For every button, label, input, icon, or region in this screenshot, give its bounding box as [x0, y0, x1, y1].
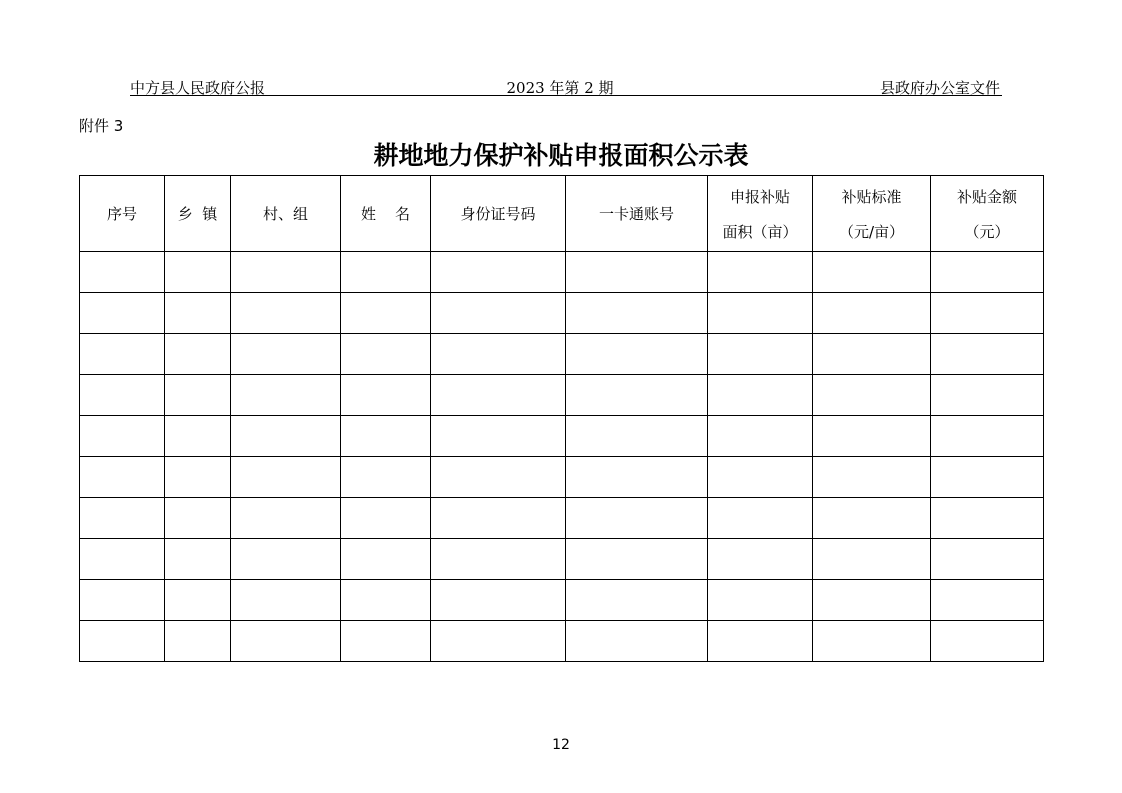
- table-cell: [431, 334, 566, 375]
- table-cell: [165, 539, 231, 580]
- table-cell: [231, 293, 341, 334]
- header-cell-name: [341, 176, 431, 252]
- table-cell: [813, 375, 931, 416]
- table-cell: [165, 416, 231, 457]
- table-cell: [931, 416, 1044, 457]
- table-cell: [708, 621, 813, 662]
- table-cell: [566, 375, 708, 416]
- table-cell: [931, 580, 1044, 621]
- table-cell: [708, 334, 813, 375]
- table-row: [80, 621, 1044, 662]
- header-cell-card-account: [566, 176, 708, 252]
- header-label-line2: 面积（亩）: [722, 222, 798, 241]
- page-number: 12: [552, 737, 570, 753]
- header-label-line2: （元/亩）: [838, 222, 905, 241]
- table-cell: [566, 252, 708, 293]
- table-cell: [165, 375, 231, 416]
- table-cell: [813, 580, 931, 621]
- table-row: [80, 293, 1044, 334]
- header-label: 身份证号码: [460, 205, 536, 223]
- table-cell: [165, 457, 231, 498]
- table-cell: [165, 498, 231, 539]
- table-cell: [341, 580, 431, 621]
- header-label: 村、组: [262, 205, 308, 223]
- table-cell: [341, 416, 431, 457]
- table-cell: [231, 621, 341, 662]
- table-body: [80, 252, 1044, 662]
- table-cell: [431, 580, 566, 621]
- table-cell: [80, 580, 165, 621]
- table-cell: [431, 293, 566, 334]
- table-cell: [80, 252, 165, 293]
- table-cell: [231, 334, 341, 375]
- table-cell: [708, 293, 813, 334]
- table-cell: [566, 580, 708, 621]
- table-cell: [708, 252, 813, 293]
- table-cell: [931, 293, 1044, 334]
- table-cell: [708, 416, 813, 457]
- table-cell: [80, 416, 165, 457]
- table-cell: [231, 416, 341, 457]
- table-cell: [341, 252, 431, 293]
- table-cell: [931, 621, 1044, 662]
- table-cell: [931, 457, 1044, 498]
- header-label: 序号: [106, 205, 137, 223]
- table-row: [80, 252, 1044, 293]
- table-cell: [813, 621, 931, 662]
- table-row: [80, 375, 1044, 416]
- header-label-line2: （元）: [964, 222, 1010, 241]
- header-cell-subsidy-standard: [813, 176, 931, 252]
- table-cell: [165, 334, 231, 375]
- table-row: [80, 498, 1044, 539]
- table-row: [80, 416, 1044, 457]
- table-cell: [931, 539, 1044, 580]
- table-cell: [566, 539, 708, 580]
- header-label-stack: [813, 186, 930, 242]
- table-cell: [341, 334, 431, 375]
- table-cell: [341, 457, 431, 498]
- table-cell: [341, 621, 431, 662]
- table-cell: [566, 293, 708, 334]
- header-cell-township: [165, 176, 231, 252]
- table-cell: [431, 621, 566, 662]
- table-cell: [566, 416, 708, 457]
- table-cell: [231, 252, 341, 293]
- subsidy-table: [79, 175, 1044, 662]
- table-cell: [566, 498, 708, 539]
- table-cell: [708, 539, 813, 580]
- table-cell: [813, 293, 931, 334]
- header-label-line1: 补贴金额: [956, 187, 1017, 206]
- header-label-stack: [708, 186, 812, 242]
- table-cell: [80, 457, 165, 498]
- table-cell: [931, 334, 1044, 375]
- table-row: [80, 580, 1044, 621]
- table-cell: [566, 457, 708, 498]
- table-cell: [231, 498, 341, 539]
- table-cell: [431, 498, 566, 539]
- header-cell-village-group: [231, 176, 341, 252]
- document-title: 耕地地力保护补贴申报面积公示表: [373, 141, 749, 170]
- table-cell: [231, 580, 341, 621]
- table-cell: [80, 498, 165, 539]
- header-cell-declared-area: [708, 176, 813, 252]
- table-cell: [708, 457, 813, 498]
- table-cell: [431, 539, 566, 580]
- header-label-line1: 补贴标准: [841, 187, 902, 206]
- table-cell: [431, 375, 566, 416]
- table-cell: [813, 416, 931, 457]
- header-issue: 2023 年第 2 期: [506, 79, 614, 97]
- header-cell-id-number: [431, 176, 566, 252]
- table-cell: [931, 252, 1044, 293]
- table-cell: [341, 375, 431, 416]
- table-cell: [813, 498, 931, 539]
- table-cell: [566, 621, 708, 662]
- table-cell: [813, 457, 931, 498]
- table-cell: [431, 416, 566, 457]
- header-label: 乡 镇: [177, 205, 218, 223]
- table-cell: [231, 375, 341, 416]
- table-cell: [708, 498, 813, 539]
- header-label: 一卡通账号: [598, 205, 674, 223]
- table-cell: [80, 334, 165, 375]
- table-cell: [165, 293, 231, 334]
- header-cell-serial: [80, 176, 165, 252]
- header-label: 姓 名: [360, 205, 411, 223]
- table-cell: [431, 457, 566, 498]
- table-cell: [708, 375, 813, 416]
- table-cell: [813, 334, 931, 375]
- table-cell: [231, 539, 341, 580]
- table-cell: [341, 498, 431, 539]
- table-cell: [931, 375, 1044, 416]
- table-row: [80, 539, 1044, 580]
- table-cell: [813, 539, 931, 580]
- table-cell: [80, 375, 165, 416]
- table-header-row: [80, 176, 1044, 252]
- header-label-line1: 申报补贴: [729, 187, 790, 206]
- table-row: [80, 334, 1044, 375]
- table-cell: [165, 621, 231, 662]
- table-cell: [80, 293, 165, 334]
- header-cell-subsidy-amount: [931, 176, 1044, 252]
- header-label-stack: [931, 186, 1043, 242]
- table-cell: [341, 539, 431, 580]
- table-row: [80, 457, 1044, 498]
- header-right: 县政府办公室文件: [879, 79, 1000, 97]
- table-cell: [931, 498, 1044, 539]
- table-cell: [813, 252, 931, 293]
- table-cell: [165, 580, 231, 621]
- table-cell: [341, 293, 431, 334]
- table-cell: [231, 457, 341, 498]
- table-cell: [708, 580, 813, 621]
- table-cell: [431, 252, 566, 293]
- table-cell: [165, 252, 231, 293]
- table-cell: [80, 539, 165, 580]
- table-cell: [80, 621, 165, 662]
- header-left: 中方县人民政府公报: [130, 79, 266, 97]
- header-rule: [130, 95, 1002, 96]
- table-cell: [566, 334, 708, 375]
- attachment-label: 附件 3: [79, 117, 124, 135]
